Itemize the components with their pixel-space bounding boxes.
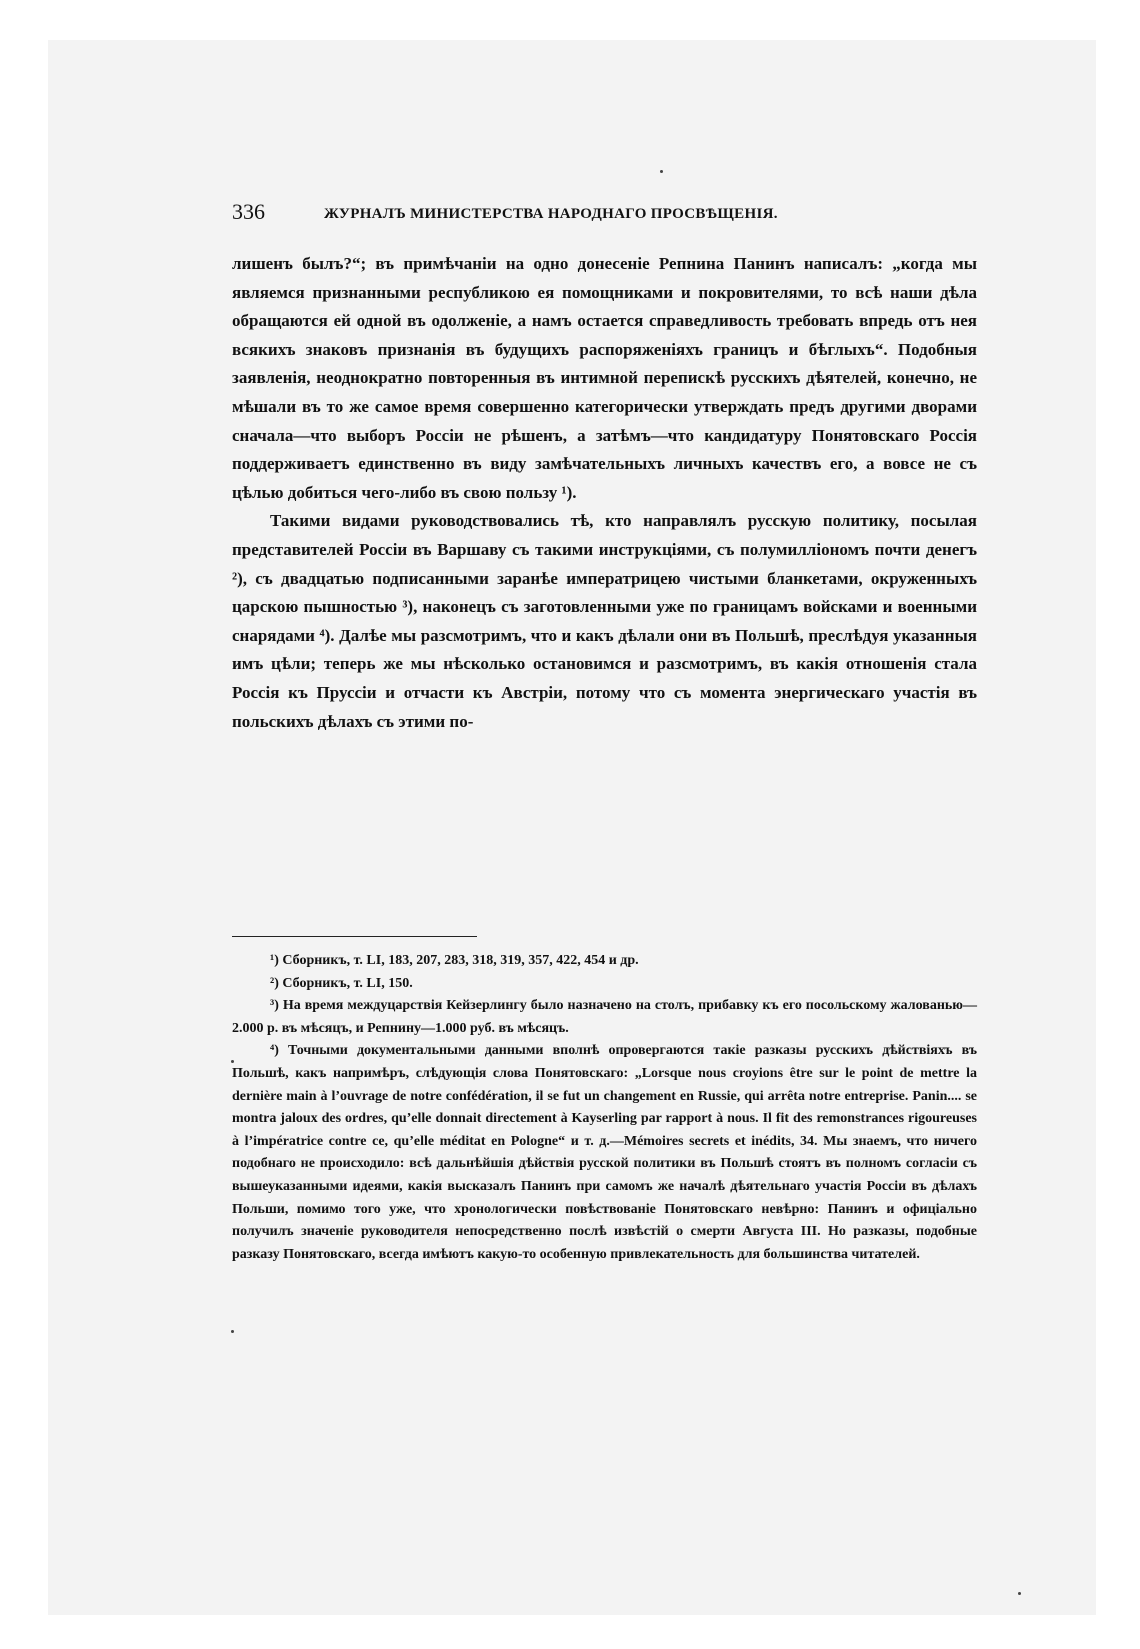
footnote-divider	[232, 936, 477, 937]
footnote-3: ³) На время междуцарствія Кейзерлингу было назначено на столъ, прибавку къ его посольскому жалованью—2.000 р. въ мѣсяцъ, и Репнину—1.000 руб. въ мѣсяцъ.	[232, 998, 977, 1036]
print-speck	[660, 170, 663, 173]
page-number: 336	[232, 199, 265, 224]
print-speck	[231, 1330, 234, 1333]
paragraph-2: Такими видами руководствовались тѣ, кто направлялъ русскую политику, посылая представителей Россіи въ Варшаву съ такими инструкціями, съ полумилліономъ почти денегъ ²), съ двадцатью подписанными заранѣе императрицею чистыми бланкетами, окруженныхъ царскою пышностью ³), наконецъ съ заготовленными уже по границамъ войсками и военными снарядами ⁴). Далѣе мы разсмотримъ, что и какъ дѣлали они въ Польшѣ, преслѣдуя указанныя имъ цѣли; теперь же мы нѣсколько остановимся и разсмотримъ, въ какія отношенія стала Россія къ Пруссіи и отчасти къ Австріи, потому что съ момента энергическаго участія въ польскихъ дѣлахъ съ этими по-	[232, 511, 977, 731]
main-text	[232, 250, 977, 736]
paragraph-1: лишенъ былъ?“; въ примѣчаніи на одно донесеніе Репнина Панинъ написалъ: „когда мы являемся признанными республикою ея помощниками и покровителями, то всѣ наши дѣла обращаются ей одной въ одолженіе, а намъ остается справедливость требовать впредь отъ нея всякихъ знаковъ признанія въ будущихъ распоряженіяхъ границъ и бѣглыхъ“. Подобныя заявленія, неоднократно повторенныя въ интимной перепискѣ русскихъ дѣятелей, конечно, не мѣшали въ то же самое время совершенно категорически утверждать предъ другими дворами сначала—что выборъ Россіи не рѣшенъ, а затѣмъ—что кандидатуру Понятовскаго Россія поддерживаетъ единственно въ виду замѣчательныхъ личныхъ качествъ его, а вовсе не съ цѣлью добиться чего-либо въ свою пользу ¹).	[232, 254, 977, 502]
footnote-2: ²) Сборникъ, т. LI, 150.	[270, 975, 413, 991]
footnotes	[232, 950, 977, 1266]
running-head	[232, 196, 977, 228]
footnote-4: ⁴) Точными документальными данными вполнѣ опровергаются такіе разказы русскихъ дѣйствіяхъ въ Польшѣ, какъ напримѣръ, слѣдующія слова Понятовскаго: „Lorsque nous croyions être sur le point de mettre la dernière main à l’ouvrage de notre confédération, il se fut un changement en Russie, qui arrêta notre entreprise. Panin.... se montra jaloux des ordres, qu’elle donnait directement à Kayserling par rapport à nous. Il fit des remonstrances rigoureuses à l’impératrice contre ce, qu’elle méditat en Pologne“ и т. д.—Mémoires secrets et inédits, 34. Мы знаемъ, что ничего подобнаго не происходило: всѣ дальнѣйшія дѣйствія русской политики въ Польшѣ стоятъ въ полномъ согласіи съ вышеуказанными идеями, какія высказалъ Панинъ при самомъ же началѣ дѣятельнаго участія Россіи въ дѣлахъ Польши, помимо того уже, что хронологически повѣствованіе Понятовскаго невѣрно: Панинъ и офиціально получилъ значеніе руководителя непосредственно послѣ извѣстій о смерти Августа III. Но разказы, подобные разказу Понятовскаго, всегда имѣютъ какую-то особенную привлекательность для большинства читателей.	[232, 1043, 977, 1262]
journal-title: ЖУРНАЛЪ МИНИСТЕРСТВА НАРОДНАГО ПРОСВѢЩЕНІЯ.	[324, 206, 778, 222]
footnote-1: ¹) Сборникъ, т. LI, 183, 207, 283, 318, 319, 357, 422, 454 и др.	[270, 953, 639, 968]
print-speck	[1018, 1592, 1021, 1595]
